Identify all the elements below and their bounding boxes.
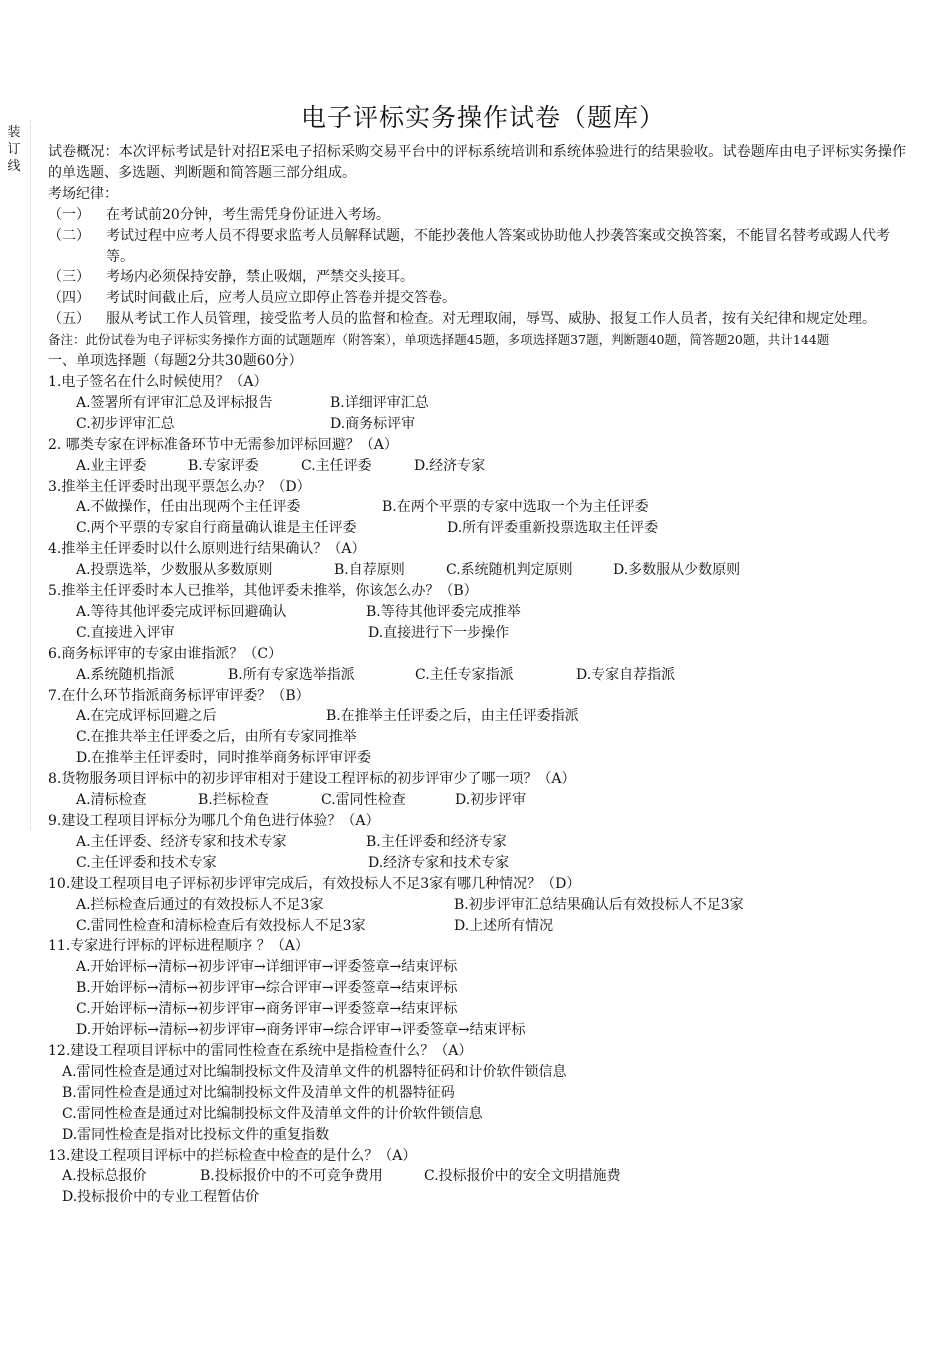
answer-option: A.等待其他评委完成评标回避确认 bbox=[76, 603, 287, 620]
option-row bbox=[48, 957, 906, 978]
answer-option: C.主任专家指派 bbox=[415, 666, 514, 683]
option-row bbox=[48, 518, 906, 539]
answer-option: C.雷同性检查和清标检查后有效投标人不足3家 bbox=[76, 917, 366, 934]
option-row bbox=[48, 978, 906, 999]
answer-option: B.在两个平票的专家中选取一个为主任评委 bbox=[382, 499, 649, 516]
answer-option: C.雷同性检查是通过对比编制投标文件及清单文件的计价软件锁信息 bbox=[62, 1105, 483, 1122]
question-text: 6.商务标评审的专家由谁指派？（C） bbox=[48, 645, 283, 662]
option-row bbox=[48, 393, 906, 414]
answer-option: D.开始评标→清标→初步评审→商务评审→综合评审→评委签章→结束评标 bbox=[76, 1022, 526, 1039]
answer-option: D.所有评委重新投票选取主任评委 bbox=[447, 520, 659, 537]
option-row bbox=[48, 748, 906, 769]
answer-option: D.投标报价中的专业工程暂估价 bbox=[62, 1189, 260, 1206]
answer-option: D.商务标评审 bbox=[330, 415, 416, 432]
rule-text: 服从考试工作人员管理，接受监考人员的监督和检查。对无理取闹，辱骂、威胁、报复工作人员者，按有关纪律和规定处理。 bbox=[106, 311, 876, 328]
answer-option: C.在推共举主任评委之后，由所有专家同推举 bbox=[76, 729, 357, 746]
answer-option: C.直接进入评审 bbox=[76, 624, 175, 641]
answer-option: C.雷同性检查 bbox=[321, 792, 406, 809]
rule-number: （一） bbox=[48, 206, 90, 223]
option-row bbox=[48, 727, 906, 748]
question-text: 13.建设工程项目评标中的拦标检查中检查的是什么？（A） bbox=[48, 1147, 417, 1164]
answer-option: D.上述所有情况 bbox=[454, 917, 554, 934]
answer-option: B.初步评审汇总结果确认后有效投标人不足3家 bbox=[454, 896, 744, 913]
question-text: 2. 哪类专家在评标准备环节中无需参加评标回避？（A） bbox=[48, 436, 398, 453]
answer-option: B.雷同性检查是通过对比编制投标文件及清单文件的机器特征码 bbox=[62, 1084, 455, 1101]
rule-text: 考场内必须保持安静，禁止吸烟，严禁交头接耳。 bbox=[106, 269, 414, 286]
rule-text: 考试时间截止后，应考人员应立即停止答卷并提交答卷。 bbox=[106, 290, 456, 307]
option-row bbox=[48, 1187, 906, 1208]
answer-option: B.专家评委 bbox=[188, 457, 259, 474]
overview-paragraph: 试卷概况：本次评标考试是针对招E采电子招标采购交易平台中的评标系统培训和系统体验进行的结果验收。试卷题库由电子评标实务操作的单选题、多选题、判断题和简答题三部分组成。 bbox=[48, 144, 906, 181]
note-paragraph: 备注：此份试卷为电子评标实务操作方面的试题题库（附答案），单项选择题45题，多项选择题37题，判断题40题，简答题20题，共计144题 bbox=[48, 332, 830, 348]
option-row bbox=[48, 1104, 906, 1125]
option-row bbox=[48, 1062, 906, 1083]
question-text: 9.建设工程项目评标分为哪几个角色进行体验？（A） bbox=[48, 813, 380, 829]
option-row bbox=[48, 456, 906, 477]
answer-option: D.多数服从少数原则 bbox=[613, 562, 741, 579]
question-text: 4.推举主任评委时以什么原则进行结果确认？（A） bbox=[48, 541, 366, 558]
section-heading: 一、单项选择题（每题2分共30题60分） bbox=[48, 353, 303, 370]
answer-option: D.专家自荐指派 bbox=[576, 666, 676, 683]
answer-option: D.初步评审 bbox=[455, 792, 527, 809]
answer-option: D.经济专家和技术专家 bbox=[368, 854, 510, 871]
answer-option: A.系统随机指派 bbox=[76, 666, 175, 683]
rule-number: （五） bbox=[48, 311, 90, 328]
answer-option: A.投票选举，少数服从多数原则 bbox=[76, 562, 273, 579]
answer-option: A.在完成评标回避之后 bbox=[76, 708, 217, 725]
answer-option: B.等待其他评委完成推举 bbox=[366, 603, 521, 620]
answer-option: B.投标报价中的不可竞争费用 bbox=[200, 1168, 383, 1185]
question-text: 11.专家进行评标的评标进程顺序 ？（A） bbox=[48, 938, 309, 955]
option-row bbox=[48, 1020, 906, 1041]
question-text: 5.推举主任评委时本人已推举，其他评委未推举，你该怎么办？（B） bbox=[48, 583, 478, 600]
option-row bbox=[48, 895, 906, 916]
option-row bbox=[48, 1083, 906, 1104]
rule-number: （二） bbox=[48, 227, 90, 244]
rules-list bbox=[48, 205, 906, 330]
option-row bbox=[48, 497, 906, 518]
rule-text: 考试过程中应考人员不得要求监考人员解释试题，不能抄袭他人答案或协助他人抄袭答案或交换答案，不能冒名替考或踢人代考等。 bbox=[106, 227, 890, 265]
option-row bbox=[48, 665, 906, 686]
answer-option: A.业主评委 bbox=[76, 457, 147, 474]
option-row bbox=[48, 916, 906, 937]
question-text: 10.建设工程项目电子评标初步评审完成后，有效投标人不足3家有哪几种情况？（D） bbox=[48, 875, 581, 892]
question-text: 8.货物服务项目评标中的初步评审相对于建设工程评标的初步评审少了哪一项？（A） bbox=[48, 771, 576, 788]
option-row bbox=[48, 832, 906, 853]
option-row bbox=[48, 560, 906, 581]
rule-item bbox=[48, 205, 906, 226]
rule-number: （三） bbox=[48, 269, 90, 286]
answer-option: A.不做操作，任由出现两个主任评委 bbox=[76, 499, 301, 516]
question-text: 3.推举主任评委时出现平票怎么办？（D） bbox=[48, 478, 311, 495]
option-row bbox=[48, 602, 906, 623]
answer-option: C.两个平票的专家自行商量确认谁是主任评委 bbox=[76, 520, 357, 537]
answer-option: A.开始评标→清标→初步评审→详细评审→评委签章→结束评标 bbox=[76, 959, 458, 976]
question-text: 7.在什么环节指派商务标评审评委？（B） bbox=[48, 687, 310, 704]
answer-option: D.雷同性检查是指对比投标文件的重复指数 bbox=[62, 1126, 330, 1143]
answer-option: B.自荐原则 bbox=[334, 562, 405, 579]
rule-text: 在考试前20分钟，考生需凭身份证进入考场。 bbox=[106, 206, 390, 223]
answer-option: B.主任评委和经济专家 bbox=[366, 833, 507, 850]
answer-option: D.在推举主任评委时，同时推举商务标评审评委 bbox=[76, 750, 372, 767]
answer-option: C.开始评标→清标→初步评审→商务评审→评委签章→结束评标 bbox=[76, 1001, 458, 1018]
rules-heading: 考场纪律： bbox=[48, 185, 118, 202]
option-row bbox=[48, 623, 906, 644]
question-list bbox=[48, 372, 906, 1208]
answer-option: C.初步评审汇总 bbox=[76, 415, 175, 432]
answer-option: B.详细评审汇总 bbox=[330, 394, 429, 411]
answer-option: D.经济专家 bbox=[414, 457, 486, 474]
answer-option: A.雷同性检查是通过对比编制投标文件及清单文件的机器特征码和计价软件锁信息 bbox=[62, 1063, 567, 1080]
answer-option: B.所有专家选举指派 bbox=[228, 666, 355, 683]
question-text: 12.建设工程项目评标中的雷同性检查在系统中是指检查什么？（A） bbox=[48, 1042, 473, 1059]
rule-item bbox=[48, 288, 906, 309]
binding-margin bbox=[0, 120, 31, 830]
page-title: 电子评标实务操作试卷（题库） bbox=[300, 103, 665, 132]
option-row bbox=[48, 1125, 906, 1146]
answer-option: C.系统随机判定原则 bbox=[446, 562, 573, 579]
answer-option: B.在推举主任评委之后，由主任评委指派 bbox=[326, 708, 579, 725]
answer-option: C.主任评委 bbox=[301, 457, 372, 474]
option-row bbox=[48, 999, 906, 1020]
answer-option: D.直接进行下一步操作 bbox=[368, 624, 510, 641]
answer-option: B.拦标检查 bbox=[198, 792, 269, 809]
question-text: 1.电子签名在什么时候使用？（A） bbox=[48, 373, 268, 390]
answer-option: A.清标检查 bbox=[76, 792, 147, 809]
answer-option: A.主任评委、经济专家和技术专家 bbox=[76, 833, 287, 850]
answer-option: A.拦标检查后通过的有效投标人不足3家 bbox=[76, 896, 324, 913]
answer-option: A.投标总报价 bbox=[62, 1168, 147, 1185]
answer-option: A.签署所有评审汇总及评标报告 bbox=[76, 394, 273, 411]
option-row bbox=[48, 706, 906, 727]
answer-option: C.主任评委和技术专家 bbox=[76, 854, 217, 871]
rule-item bbox=[48, 226, 906, 268]
rule-number: （四） bbox=[48, 290, 90, 307]
answer-option: B.开始评标→清标→初步评审→综合评审→评委签章→结束评标 bbox=[76, 980, 458, 997]
option-row bbox=[48, 1166, 906, 1187]
rule-item bbox=[48, 309, 906, 330]
exam-paper bbox=[48, 98, 906, 1208]
option-row bbox=[48, 853, 906, 874]
rule-item bbox=[48, 267, 906, 288]
option-row bbox=[48, 790, 906, 811]
option-row bbox=[48, 414, 906, 435]
answer-option: C.投标报价中的安全文明措施费 bbox=[424, 1168, 621, 1185]
binding-label: 装订线 bbox=[7, 125, 21, 174]
